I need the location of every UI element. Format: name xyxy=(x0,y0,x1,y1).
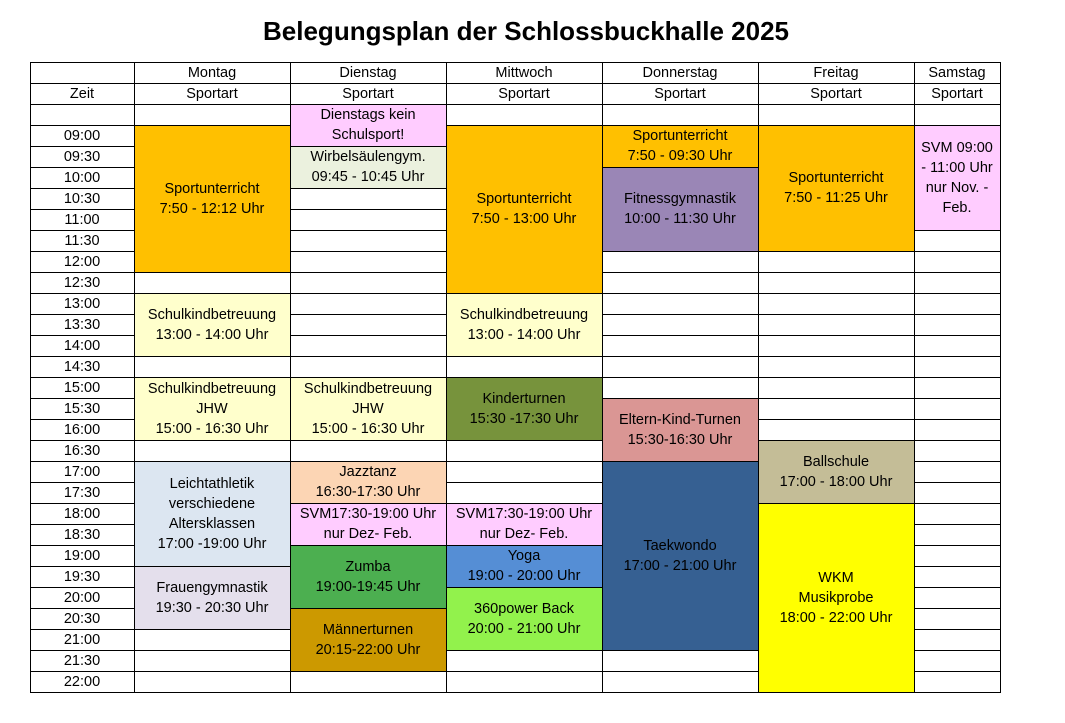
day-header: Dienstag xyxy=(339,65,397,81)
activity-text: Schulsport! xyxy=(331,127,405,143)
grid-line xyxy=(446,125,603,126)
grid-line xyxy=(602,650,759,651)
grid-line xyxy=(446,503,603,504)
grid-line xyxy=(1000,62,1001,693)
activity-block xyxy=(134,566,290,629)
activity-block xyxy=(134,461,290,566)
sportart-header: Sportart xyxy=(186,86,238,102)
sportart-header: Sportart xyxy=(498,86,550,102)
grid-line xyxy=(602,461,759,462)
grid-line xyxy=(290,335,447,336)
grid-line xyxy=(290,293,447,294)
grid-line xyxy=(914,692,1001,693)
page-title: Belegungsplan der Schlossbuckhalle 2025 xyxy=(263,16,789,46)
activity-block xyxy=(446,545,602,587)
grid-line xyxy=(758,503,915,504)
activity-text: WKM xyxy=(818,569,854,586)
grid-line xyxy=(290,608,447,609)
activity-block xyxy=(290,377,446,440)
grid-line xyxy=(290,314,447,315)
grid-line xyxy=(134,293,291,294)
time-label: 22:00 xyxy=(63,674,101,690)
grid-line xyxy=(290,545,447,546)
activity-text: Sportunterricht xyxy=(476,191,572,207)
grid-line xyxy=(914,356,1001,357)
grid-line xyxy=(134,272,291,273)
grid-line xyxy=(602,398,759,399)
activity-text: 18:00 - 22:00 Uhr xyxy=(779,609,893,626)
activity-text: 19:00 - 20:00 Uhr xyxy=(467,568,581,584)
grid-line xyxy=(914,440,1001,441)
time-label: 12:30 xyxy=(63,275,101,291)
activity-text: 7:50 - 09:30 Uhr xyxy=(627,148,733,164)
day-header: Mittwoch xyxy=(495,65,553,81)
time-label: 13:30 xyxy=(63,317,101,333)
sportart-header: Sportart xyxy=(342,86,394,102)
zeit-header: Zeit xyxy=(69,86,95,102)
grid-line xyxy=(602,671,759,672)
grid-line xyxy=(914,524,1001,525)
grid-line xyxy=(290,251,447,252)
grid-line xyxy=(602,125,759,126)
activity-text: Fitnessgymnastik xyxy=(623,191,736,207)
grid-line xyxy=(602,251,759,252)
grid-line xyxy=(134,125,291,126)
grid-line xyxy=(914,314,1001,315)
activity-text: 7:50 - 11:25 Uhr xyxy=(784,190,888,206)
grid-line xyxy=(758,314,915,315)
activity-text: 360power Back xyxy=(474,600,574,617)
activity-text: Eltern-Kind-Turnen xyxy=(619,411,741,428)
activity-block xyxy=(758,125,914,251)
activity-text: nur Dez- Feb. xyxy=(323,526,413,542)
time-label: 11:00 xyxy=(64,212,100,228)
grid-line xyxy=(290,146,447,147)
grid-line xyxy=(134,377,291,378)
grid-line xyxy=(446,62,447,693)
activity-text: 20:15-22:00 Uhr xyxy=(315,641,421,658)
grid-line xyxy=(134,461,291,462)
activity-text: Männerturnen xyxy=(322,621,414,638)
activity-text: 17:00 - 18:00 Uhr xyxy=(779,473,893,490)
activity-block xyxy=(134,377,290,440)
activity-text: 13:00 - 14:00 Uhr xyxy=(467,326,581,343)
time-label: 14:30 xyxy=(63,359,101,375)
activity-text: 15:00 - 16:30 Uhr xyxy=(155,420,269,437)
activity-text: 13:00 - 14:00 Uhr xyxy=(155,326,269,343)
time-label: 18:00 xyxy=(63,506,101,522)
activity-text: Feb. xyxy=(942,199,972,216)
activity-block xyxy=(134,125,290,272)
activity-block xyxy=(758,503,914,692)
activity-text: Sportunterricht xyxy=(788,170,884,186)
activity-text: Sportunterricht xyxy=(164,180,260,197)
grid-line xyxy=(914,125,1001,126)
time-label: 15:30 xyxy=(63,401,101,417)
time-label: 19:30 xyxy=(63,569,101,585)
activity-text: Frauengymnastik xyxy=(156,579,268,596)
time-label: 18:30 xyxy=(63,527,101,543)
activity-text: Musikprobe xyxy=(798,589,874,606)
sportart-header: Sportart xyxy=(931,86,983,102)
time-label: 17:30 xyxy=(63,485,101,501)
activity-block xyxy=(758,440,914,503)
grid-line xyxy=(914,587,1001,588)
grid-line xyxy=(914,251,1001,252)
grid-line xyxy=(758,293,915,294)
time-label: 20:00 xyxy=(63,590,101,606)
activity-text: Taekwondo xyxy=(643,537,717,554)
activity-text: 17:00 - 21:00 Uhr xyxy=(623,557,737,574)
activity-text: nur Dez- Feb. xyxy=(479,526,569,542)
time-label: 10:00 xyxy=(63,170,101,186)
grid-line xyxy=(446,293,603,294)
time-label: 12:00 xyxy=(63,254,101,270)
grid-line xyxy=(602,335,759,336)
activity-block xyxy=(602,125,758,167)
activity-text: SVM17:30-19:00 Uhr xyxy=(299,506,437,522)
grid-line xyxy=(602,293,759,294)
grid-line xyxy=(914,293,1001,294)
time-label: 10:30 xyxy=(63,191,101,207)
grid-line xyxy=(290,230,447,231)
activity-text: Yoga xyxy=(507,548,541,564)
grid-line xyxy=(134,692,291,693)
activity-text: 7:50 - 12:12 Uhr xyxy=(159,200,265,217)
activity-block xyxy=(446,293,602,356)
grid-line xyxy=(914,608,1001,609)
activity-text: SVM17:30-19:00 Uhr xyxy=(455,506,593,522)
grid-line xyxy=(290,209,447,210)
grid-line xyxy=(446,671,603,672)
grid-line xyxy=(758,272,915,273)
activity-block xyxy=(914,125,1000,230)
activity-text: Schulkindbetreuung xyxy=(459,306,589,323)
grid-line xyxy=(602,62,603,693)
grid-line xyxy=(914,545,1001,546)
time-label: 13:00 xyxy=(63,296,101,312)
grid-line xyxy=(446,461,603,462)
sportart-header: Sportart xyxy=(810,86,862,102)
activity-text: 15:30 -17:30 Uhr xyxy=(469,410,579,427)
day-header: Montag xyxy=(187,65,237,81)
day-header: Samstag xyxy=(928,65,986,81)
activity-block xyxy=(290,608,446,671)
time-label: 09:00 xyxy=(63,128,101,144)
grid-line xyxy=(914,461,1001,462)
activity-text: Dienstags kein xyxy=(320,107,416,123)
grid-line xyxy=(446,650,603,651)
grid-line xyxy=(914,629,1001,630)
activity-block xyxy=(446,587,602,650)
activity-text: nur Nov. - xyxy=(925,179,989,196)
grid-line xyxy=(758,440,915,441)
grid-line xyxy=(914,419,1001,420)
activity-block xyxy=(446,125,602,293)
activity-block xyxy=(602,167,758,251)
grid-line xyxy=(446,356,603,357)
activity-text: 19:00-19:45 Uhr xyxy=(315,578,421,595)
time-label: 17:00 xyxy=(63,464,101,480)
activity-text: Altersklassen xyxy=(168,515,256,532)
activity-text: Jazztanz xyxy=(339,464,397,480)
grid-line xyxy=(446,587,603,588)
grid-line xyxy=(758,377,915,378)
grid-line xyxy=(758,335,915,336)
activity-text: Schulkindbetreuung xyxy=(303,380,433,397)
grid-line xyxy=(914,671,1001,672)
grid-line xyxy=(758,356,915,357)
grid-line xyxy=(30,62,135,63)
sportart-header: Sportart xyxy=(654,86,706,102)
grid-line xyxy=(134,629,291,630)
grid-line xyxy=(446,692,603,693)
activity-text: Schulkindbetreuung xyxy=(147,380,277,397)
grid-line xyxy=(758,419,915,420)
grid-line xyxy=(446,545,603,546)
activity-text: - 11:00 Uhr xyxy=(921,159,993,176)
grid-line xyxy=(290,461,447,462)
activity-text: SVM 09:00 xyxy=(921,139,993,156)
grid-line xyxy=(602,167,759,168)
grid-line xyxy=(290,503,447,504)
time-label: 11:30 xyxy=(64,233,100,249)
activity-block xyxy=(290,503,446,545)
grid-line xyxy=(758,62,759,693)
grid-line xyxy=(290,188,447,189)
activity-block xyxy=(290,461,446,503)
grid-line xyxy=(290,692,447,693)
grid-line xyxy=(134,566,291,567)
activity-block xyxy=(602,461,758,650)
grid-line xyxy=(914,503,1001,504)
activity-block xyxy=(602,398,758,461)
time-label: 20:30 xyxy=(63,611,101,627)
grid-line xyxy=(758,692,915,693)
grid-line xyxy=(914,272,1001,273)
activity-text: Wirbelsäulengym. xyxy=(310,149,426,165)
activity-text: 16:30-17:30 Uhr xyxy=(315,484,421,500)
activity-text: 20:00 - 21:00 Uhr xyxy=(467,620,581,637)
grid-line xyxy=(758,125,915,126)
activity-text: 10:00 - 11:30 Uhr xyxy=(624,211,736,227)
activity-text: 7:50 - 13:00 Uhr xyxy=(471,211,577,227)
grid-line xyxy=(446,440,603,441)
activity-block xyxy=(446,377,602,440)
grid-line xyxy=(134,62,135,693)
grid-line xyxy=(914,482,1001,483)
activity-block xyxy=(134,293,290,356)
grid-line xyxy=(914,230,1001,231)
time-label: 19:00 xyxy=(63,548,101,564)
grid-line xyxy=(602,377,759,378)
day-header: Freitag xyxy=(813,65,859,81)
time-label: 21:00 xyxy=(63,632,101,648)
grid-line xyxy=(290,671,447,672)
grid-line xyxy=(134,356,291,357)
day-header: Donnerstag xyxy=(642,65,718,81)
grid-line xyxy=(134,650,291,651)
time-label: 09:30 xyxy=(63,149,101,165)
activity-text: Sportunterricht xyxy=(632,128,728,144)
activity-text: Ballschule xyxy=(802,453,870,470)
activity-text: Kinderturnen xyxy=(482,390,566,407)
time-label: 21:30 xyxy=(63,653,101,669)
time-label: 14:00 xyxy=(63,338,101,354)
grid-line xyxy=(290,62,291,693)
activity-text: verschiedene xyxy=(168,495,256,512)
activity-text: 15:00 - 16:30 Uhr xyxy=(311,420,425,437)
grid-line xyxy=(914,566,1001,567)
activity-text: Schulkindbetreuung xyxy=(147,306,277,323)
time-label: 16:00 xyxy=(63,422,101,438)
grid-line xyxy=(290,440,447,441)
grid-line xyxy=(914,377,1001,378)
grid-line xyxy=(914,398,1001,399)
grid-line xyxy=(134,440,291,441)
grid-line xyxy=(602,314,759,315)
grid-line xyxy=(290,377,447,378)
grid-line xyxy=(446,377,603,378)
activity-text: JHW xyxy=(196,400,228,417)
activity-text: Leichtathletik xyxy=(169,475,255,492)
time-label: 15:00 xyxy=(63,380,101,396)
activity-text: JHW xyxy=(352,400,384,417)
activity-text: 19:30 - 20:30 Uhr xyxy=(155,599,269,616)
activity-text: 09:45 - 10:45 Uhr xyxy=(311,169,425,185)
grid-line xyxy=(914,62,915,693)
grid-line xyxy=(290,356,447,357)
grid-line xyxy=(758,398,915,399)
activity-block xyxy=(446,503,602,545)
activity-block xyxy=(290,146,446,188)
grid-line xyxy=(290,272,447,273)
activity-text: 17:00 -19:00 Uhr xyxy=(157,535,267,552)
activity-block xyxy=(290,104,446,146)
activity-block xyxy=(290,545,446,608)
activity-text: Zumba xyxy=(345,558,391,575)
grid-line xyxy=(602,692,759,693)
grid-line xyxy=(446,482,603,483)
grid-line xyxy=(914,335,1001,336)
grid-line xyxy=(758,251,915,252)
grid-line xyxy=(914,650,1001,651)
grid-line xyxy=(602,272,759,273)
grid-line xyxy=(602,356,759,357)
time-label: 16:30 xyxy=(63,443,101,459)
activity-text: 15:30-16:30 Uhr xyxy=(627,431,733,448)
grid-line xyxy=(134,671,291,672)
